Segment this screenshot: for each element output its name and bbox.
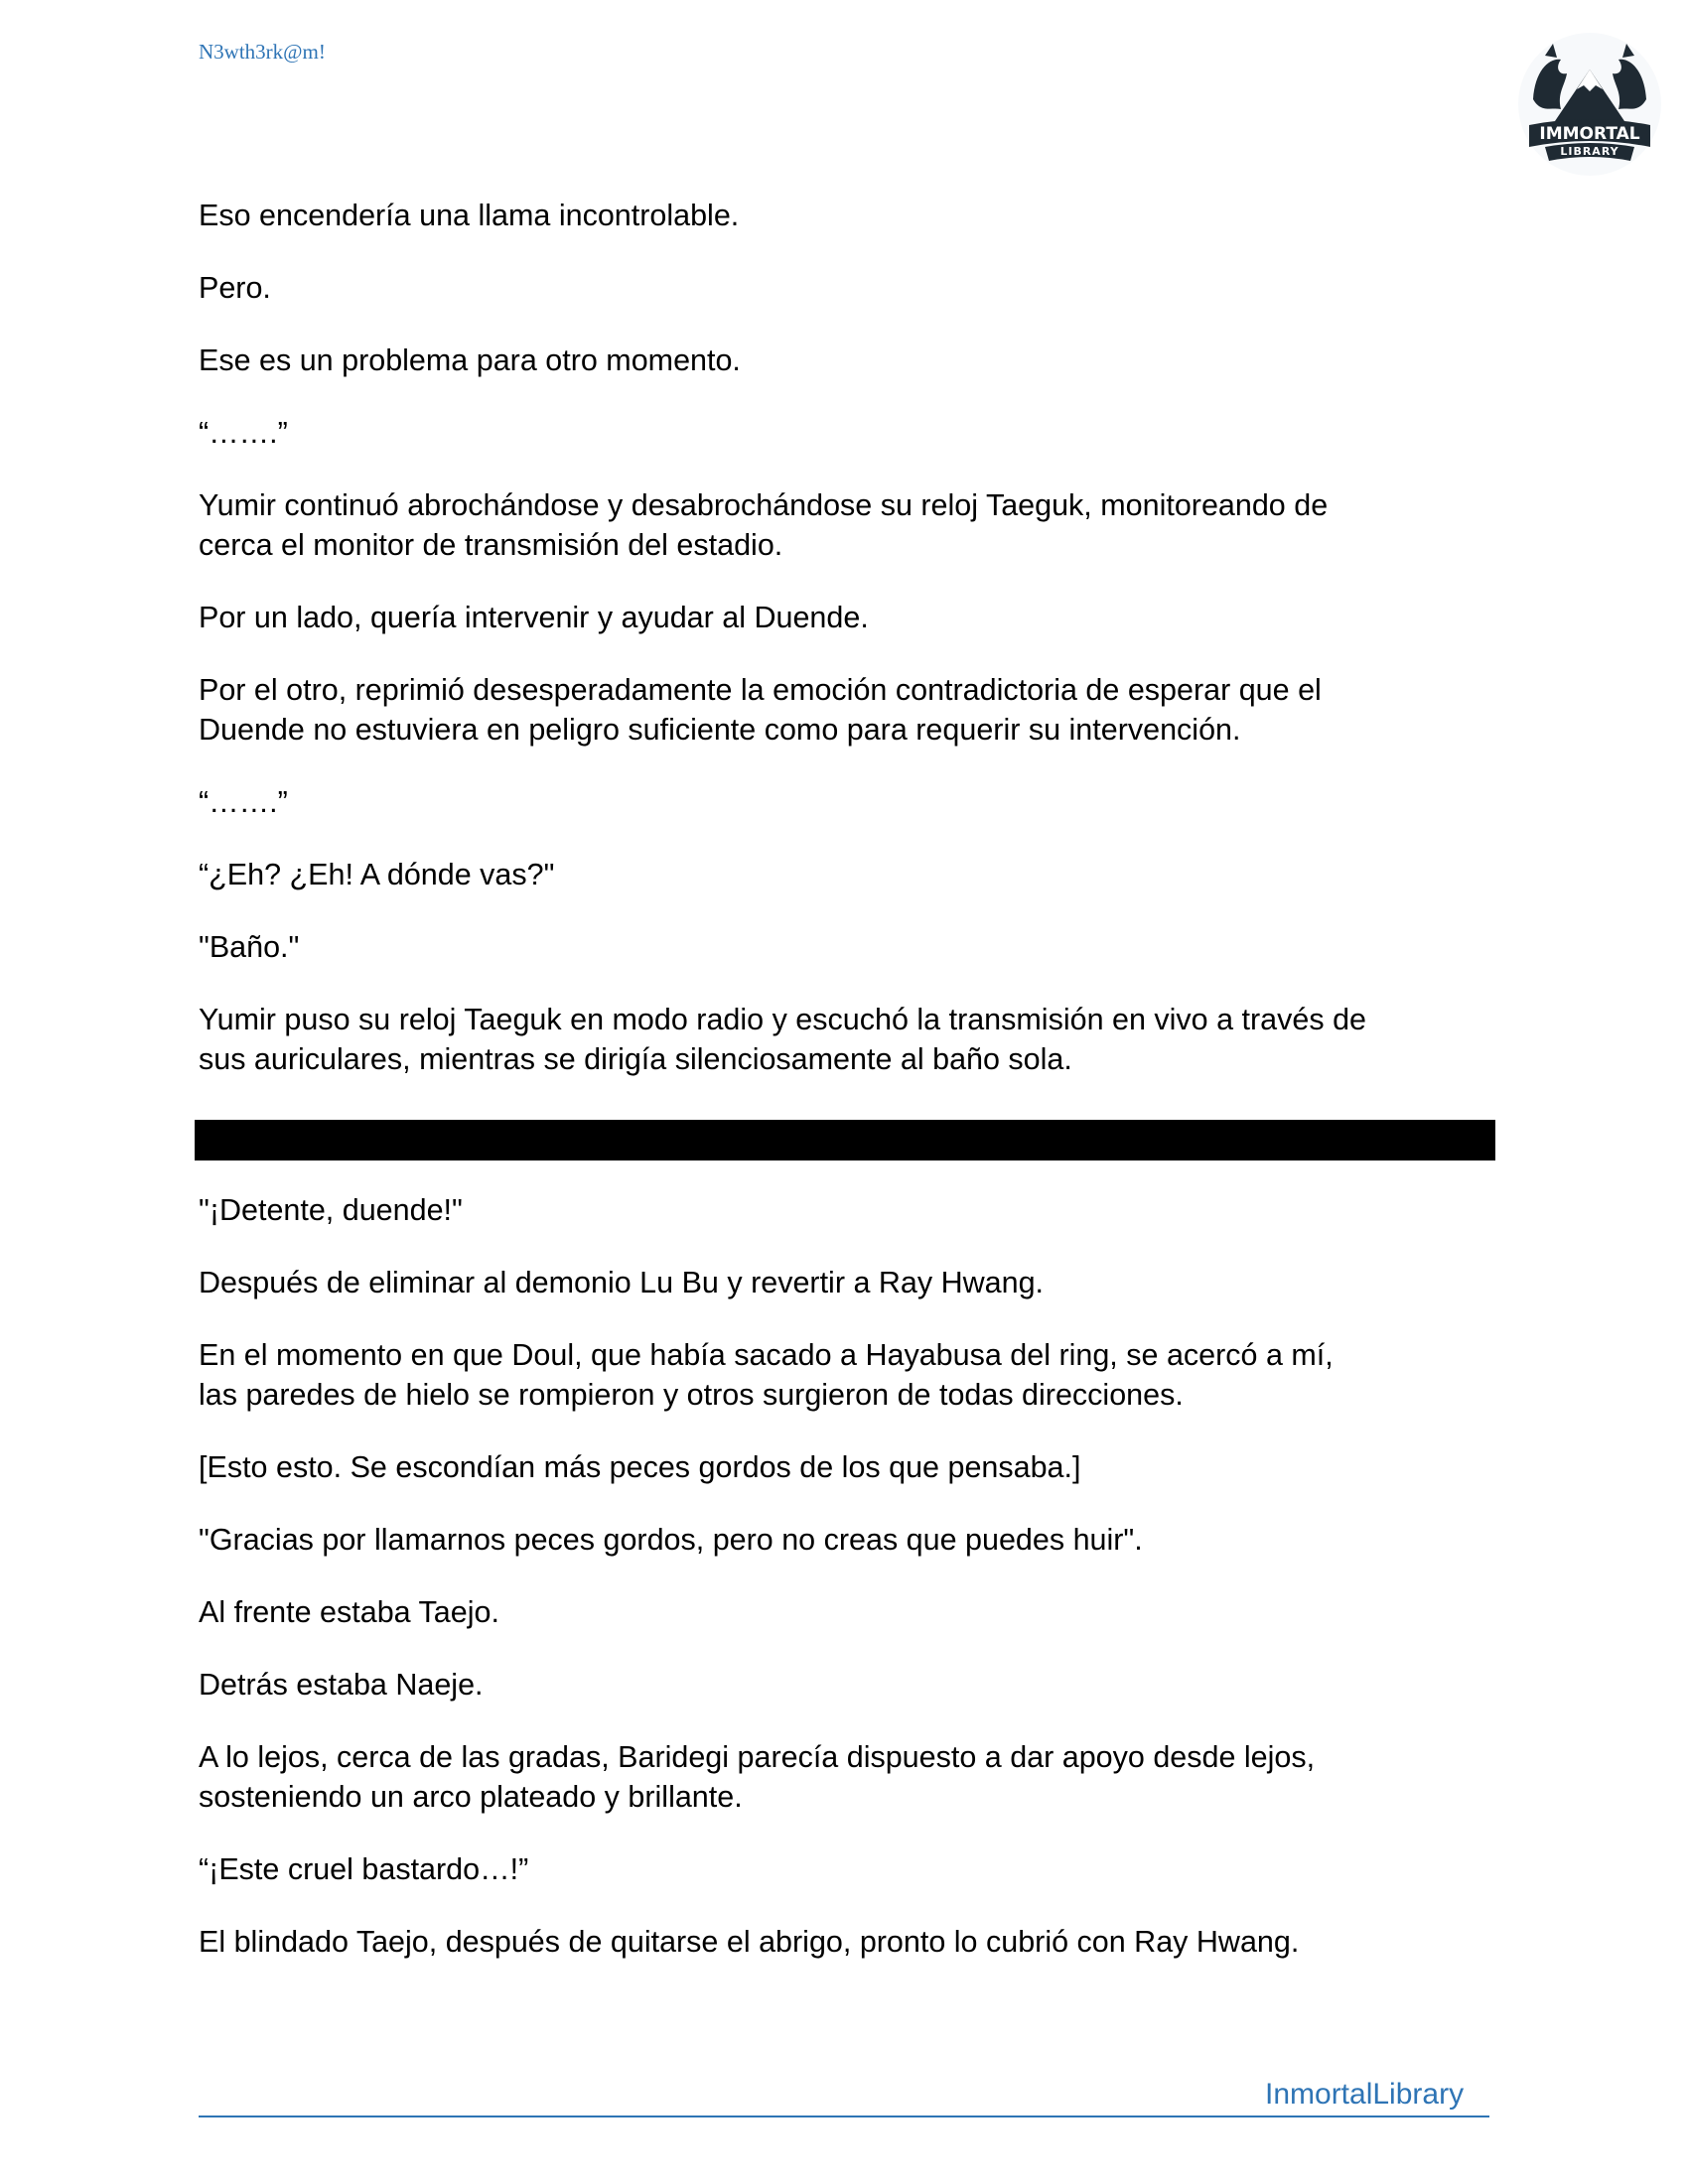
logo-text-line2: LIBRARY xyxy=(1560,145,1619,158)
chapter-content xyxy=(199,196,1489,1112)
paragraph: Al frente estaba Taejo. xyxy=(199,1595,499,1629)
paragraph: "¡Detente, duende!" xyxy=(199,1193,463,1227)
paragraph: “¿Eh? ¿Eh! A dónde vas?" xyxy=(199,858,555,891)
section-before-break xyxy=(199,196,1489,1079)
logo-text-line1: IMMORTAL xyxy=(1539,124,1640,144)
paragraph: Por el otro, reprimió desesperadamente la emoción contradictoria de esperar que el Duende no estuviera en peligro suficiente como para requerir su intervención. xyxy=(199,673,1322,747)
paragraph: A lo lejos, cerca de las gradas, Baridegi parecía dispuesto a dar apoyo desde lejos, sosteniendo un arco plateado y brillante. xyxy=(199,1740,1316,1814)
immortal-library-logo-icon xyxy=(1515,30,1664,179)
paragraph: Por un lado, quería intervenir y ayudar al Duende. xyxy=(199,601,869,634)
header-credit: N3wth3rk@m! xyxy=(199,40,326,64)
paragraph: En el momento en que Doul, que había sacado a Hayabusa del ring, se acercó a mí, las paredes de hielo se rompieron y otros surgieron de todas direcciones. xyxy=(199,1338,1334,1412)
chapter-content-continued xyxy=(199,1190,1489,1994)
paragraph: Eso encendería una llama incontrolable. xyxy=(199,199,740,232)
scene-break-bar xyxy=(195,1120,1495,1160)
paragraph: [Esto esto. Se escondían más peces gordos de los que pensaba.] xyxy=(199,1450,1081,1484)
paragraph: "Gracias por llamarnos peces gordos, pero no creas que puedes huir". xyxy=(199,1523,1143,1557)
paragraph: Detrás estaba Naeje. xyxy=(199,1668,484,1702)
paragraph: "Baño." xyxy=(199,930,300,964)
paragraph: Pero. xyxy=(199,271,271,305)
paragraph: “…….” xyxy=(199,785,288,819)
footer-link[interactable]: InmortalLibrary xyxy=(1265,2078,1465,2111)
paragraph: Yumir continuó abrochándose y desabrochándose su reloj Taeguk, monitoreando de cerca el monitor de transmisión del estadio. xyxy=(199,488,1329,562)
footer-divider xyxy=(199,2116,1489,2117)
paragraph: “¡Este cruel bastardo…!” xyxy=(199,1852,529,1886)
section-after-break xyxy=(199,1190,1489,1962)
paragraph: Después de eliminar al demonio Lu Bu y revertir a Ray Hwang. xyxy=(199,1266,1045,1299)
paragraph: Yumir puso su reloj Taeguk en modo radio y escuchó la transmisión en vivo a través de sus auriculares, mientras se dirigía silenciosamente al baño sola. xyxy=(199,1003,1367,1076)
paragraph: Ese es un problema para otro momento. xyxy=(199,343,741,377)
paragraph: El blindado Taejo, después de quitarse el abrigo, pronto lo cubrió con Ray Hwang. xyxy=(199,1925,1300,1959)
paragraph: “…….” xyxy=(199,416,288,450)
